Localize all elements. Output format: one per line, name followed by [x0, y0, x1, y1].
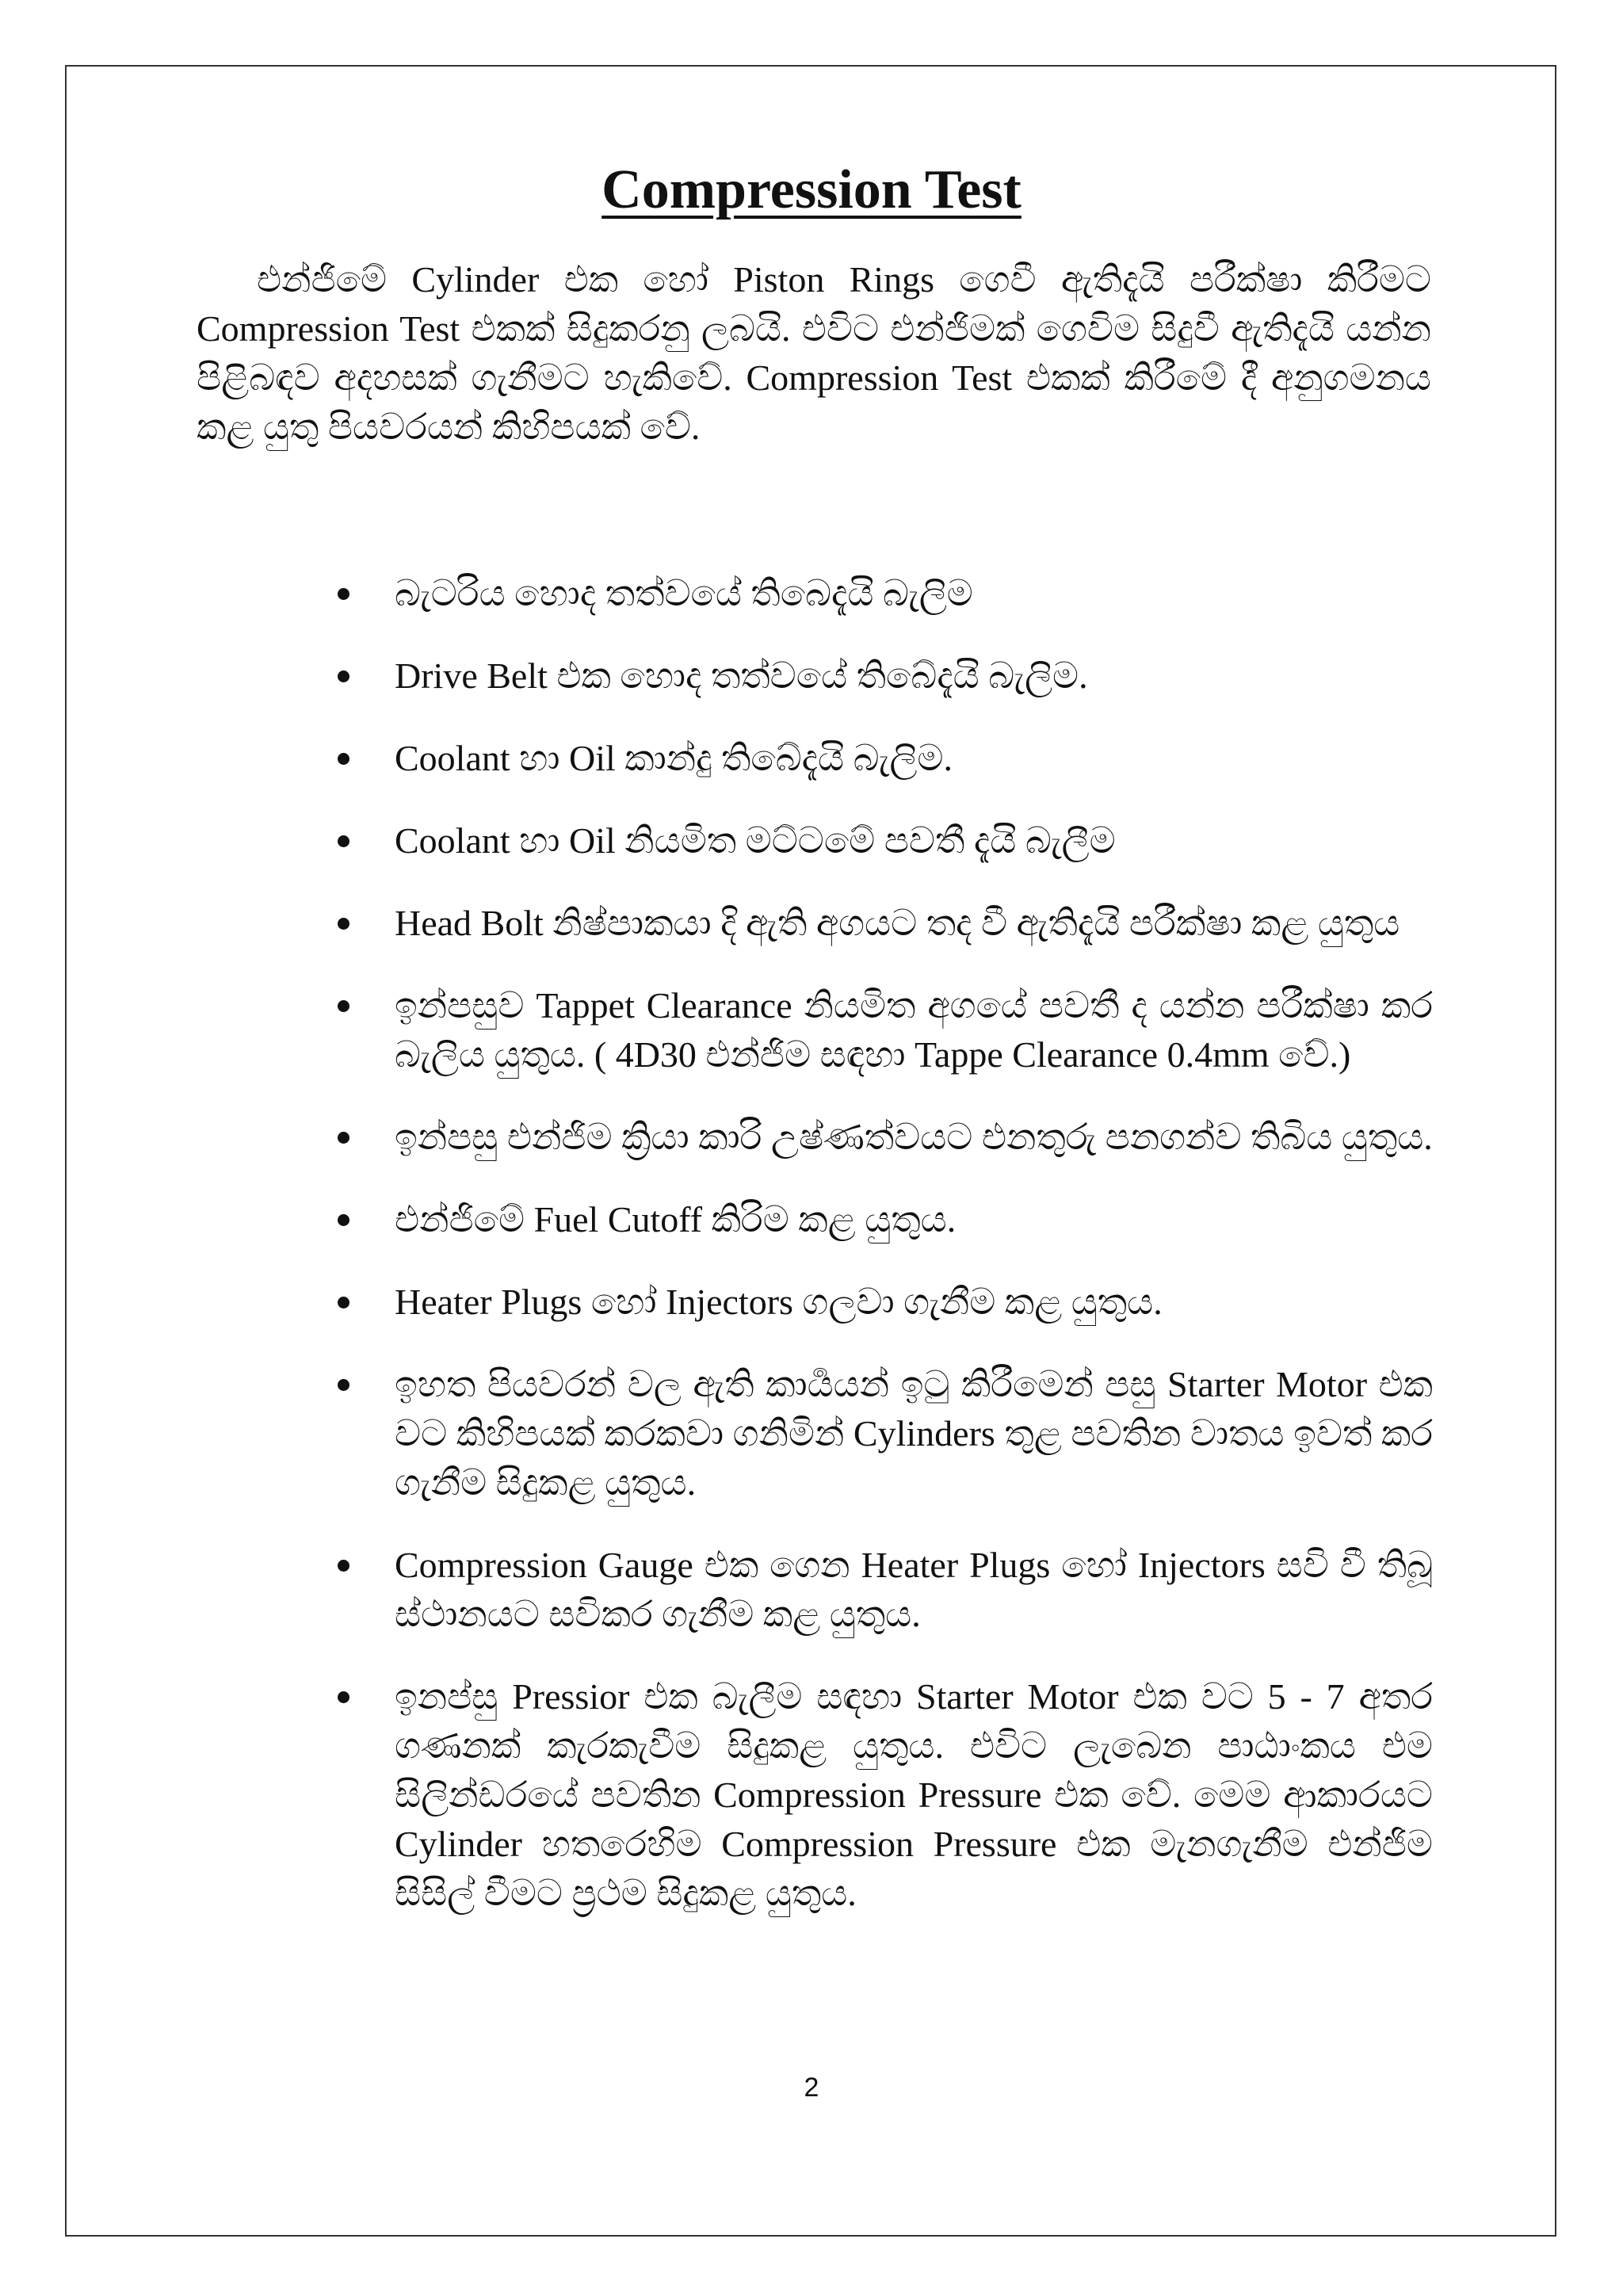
- list-item: [331, 816, 1433, 865]
- intro-paragraph: එන්ජිමේ Cylinder එක හෝ Piston Rings ගෙවී ඇතිදැයි පරීක්ෂා කිරීමට Compression Test එකක් සිදුකරනු ලබයි. එවිට එන්ජිමක් ගෙවිම සිදුවී ඇතිදැයි යන්න පිළිබඳව අදහසක් ගැනීමට හැකිවේ. Compression Test එකක් කිරීමේ දී අනුගමනය කළ යුතු පියවරයන් කිහිපයක් වේ.: [197, 259, 1431, 447]
- bullet-icon: [331, 1113, 355, 1162]
- list-item: [331, 1195, 1433, 1244]
- list-item: [331, 1113, 1433, 1162]
- bullet-icon: [331, 569, 355, 618]
- list-item-text: Head Bolt නිෂ්පාකයා දි ඇති අගයට තද වී ඇතිදැයි පරීක්ෂා කළ යුතුය: [395, 903, 1400, 943]
- bullet-icon: [331, 651, 355, 701]
- bullet-icon: [331, 1195, 355, 1244]
- list-item: [331, 734, 1433, 783]
- list-item: [331, 981, 1433, 1079]
- list-item-text: එන්ජිමේ Fuel Cutoff කිරිම කළ යුතුය.: [395, 1199, 957, 1240]
- list-item: [331, 1541, 1433, 1639]
- list-item: [331, 1278, 1433, 1327]
- list-item-text: ඉන්පසු එන්ජිම ක්‍රියා කාරි උෂ්ණත්වයට එනතුරු පනගන්ව තිබිය යුතුය.: [395, 1117, 1433, 1157]
- list-item-text: බැටරිය හොද තත්වයේ තිබෙදැයි බැලිම: [395, 573, 973, 613]
- list-item: [331, 569, 1433, 618]
- page-number: 2: [804, 2073, 819, 2103]
- list-item-text: ඉනප්සු Pressior එක බැලීම සඳහා Starter Motor එක වට 5 - 7 අතර ගණනක් කැරකැවීම සිදුකළ යුතුය. එවිට ලැබෙන පාඨාංකය එම සිලින්ඩරයේ පවතින Compression Pressure එක වේ. මෙම ආකාරයට Cylinder හතරෙහිම Compression Pressure එක මැනගැනීම එන්ජිම සිසිල් වීමට ප්‍රථම සිදුකළ යුතුය.: [395, 1676, 1433, 1913]
- bullet-icon: [331, 816, 355, 865]
- list-item: [331, 651, 1433, 701]
- list-item-text: Drive Belt එක හොද තත්වයේ තිබේදැයි බැලිම.: [395, 655, 1088, 696]
- steps-list: [331, 569, 1433, 1918]
- list-item-text: Coolant හා Oil කාන්දු තිබේදැයි බැලිම.: [395, 738, 953, 778]
- bullet-icon: [331, 899, 355, 948]
- bullet-icon: [331, 981, 355, 1030]
- bullet-icon: [331, 1278, 355, 1327]
- page-title: Compression Test: [601, 159, 1022, 220]
- list-item-text: ඉන්පසුව Tappet Clearance නියමිත අගයේ පවතී ද යන්න පරීක්ෂා කර බැලිය යුතුය. ( 4D30 එන්ජිම සඳහා Tappe Clearance 0.4mm වේ.): [395, 985, 1433, 1075]
- bullet-icon: [331, 1360, 355, 1409]
- list-item-text: Heater Plugs හෝ Injectors ගලවා ගැනීම කළ යුතුය.: [395, 1282, 1163, 1322]
- bullet-icon: [331, 734, 355, 783]
- list-item: [331, 1672, 1433, 1918]
- list-item-text: ඉහත පියවරන් වල ඇති කාර්‍යයන් ඉටු කිරීමෙන් පසු Starter Motor එක වට කිහිපයක් කරකවා ගනිමින් Cylinders තුළ පවතින වාතය ඉවත් කර ගැනීම සිදුකළ යුතුය.: [395, 1364, 1434, 1503]
- list-item-text: Coolant හා Oil නියමිත මට්ටමේ පවතී දැයි බැලීම: [395, 820, 1116, 861]
- list-item: [331, 1360, 1433, 1507]
- bullet-icon: [331, 1672, 355, 1721]
- list-item: [331, 899, 1433, 948]
- list-item-text: Compression Gauge එක ගෙන Heater Plugs හෝ Injectors සවි වී තිබූ ස්ථානයට සවිකර ගැනීම කළ යුතුය.: [395, 1545, 1433, 1634]
- bullet-icon: [331, 1541, 355, 1590]
